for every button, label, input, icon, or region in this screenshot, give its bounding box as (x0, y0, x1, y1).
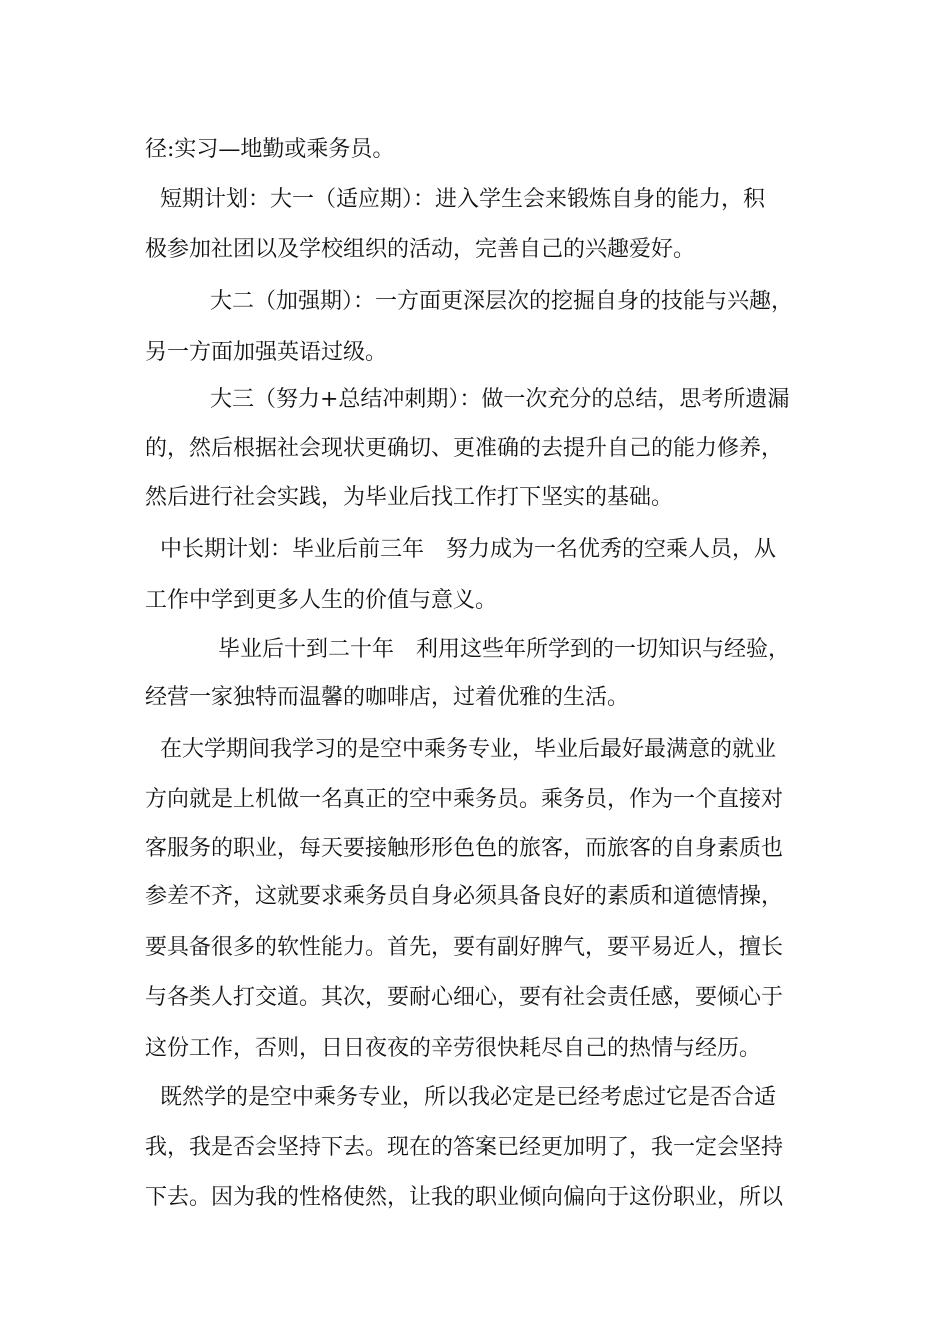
text-line: 毕业后十到二十年 利用这些年所学到的一切知识与经验， (218, 637, 791, 662)
text-line: 方向就是上机做一名真正的空中乘务员。乘务员，作为一个直接对 (145, 787, 784, 812)
text-line: 短期计划：大一（适应期）：进入学生会来锻炼自身的能力，积 (160, 187, 766, 212)
text-line: 我，我是否会坚持下去。现在的答案已经更加明了，我一定会坚持 (145, 1135, 784, 1160)
text-line: 然后进行社会实践，为毕业后找工作打下坚实的基础。 (145, 485, 674, 510)
text-line: 参差不齐，这就要求乘务员自身必须具备良好的素质和道德情操， (145, 884, 784, 909)
text-line: 与各类人打交道。其次，要耐心细心，要有社会责任感，要倾心于 (145, 985, 784, 1010)
text-line: 大二（加强期）：一方面更深层次的挖掘自身的技能与兴趣， (210, 289, 794, 314)
text-line: 客服务的职业，每天要接触形形色色的旅客，而旅客的自身素质也 (145, 836, 784, 861)
text-line: 经营一家独特而温馨的咖啡店，过着优雅的生活。 (145, 685, 630, 710)
text-line: 要具备很多的软性能力。首先，要有副好脾气，要平易近人，擅长 (145, 935, 784, 960)
text-line: 径:实习—地勤或乘务员。 (145, 137, 395, 162)
text-line: 这份工作，否则，日日夜夜的辛劳很快耗尽自己的热情与经历。 (145, 1036, 762, 1061)
text-line: 中长期计划：毕业后前三年 努力成为一名优秀的空乘人员，从 (160, 537, 777, 562)
text-line: 既然学的是空中乘务专业，所以我必定是已经考虑过它是否合适 (160, 1085, 777, 1110)
text-line: 极参加社团以及学校组织的活动，完善自己的兴趣爱好。 (145, 237, 696, 262)
text-line: 另一方面加强英语过级。 (145, 340, 388, 365)
text-line: 大三（努力+总结冲刺期）：做一次充分的总结，思考所遗漏 (210, 387, 790, 412)
text-line: 的，然后根据社会现状更确切、更准确的去提升自己的能力修养， (145, 436, 784, 461)
text-line: 下去。因为我的性格使然，让我的职业倾向偏向于这份职业，所以 (145, 1185, 784, 1210)
text-line: 在大学期间我学习的是空中乘务专业，毕业后最好最满意的就业 (160, 737, 777, 762)
text-line: 工作中学到更多人生的价值与意义。 (145, 588, 498, 613)
